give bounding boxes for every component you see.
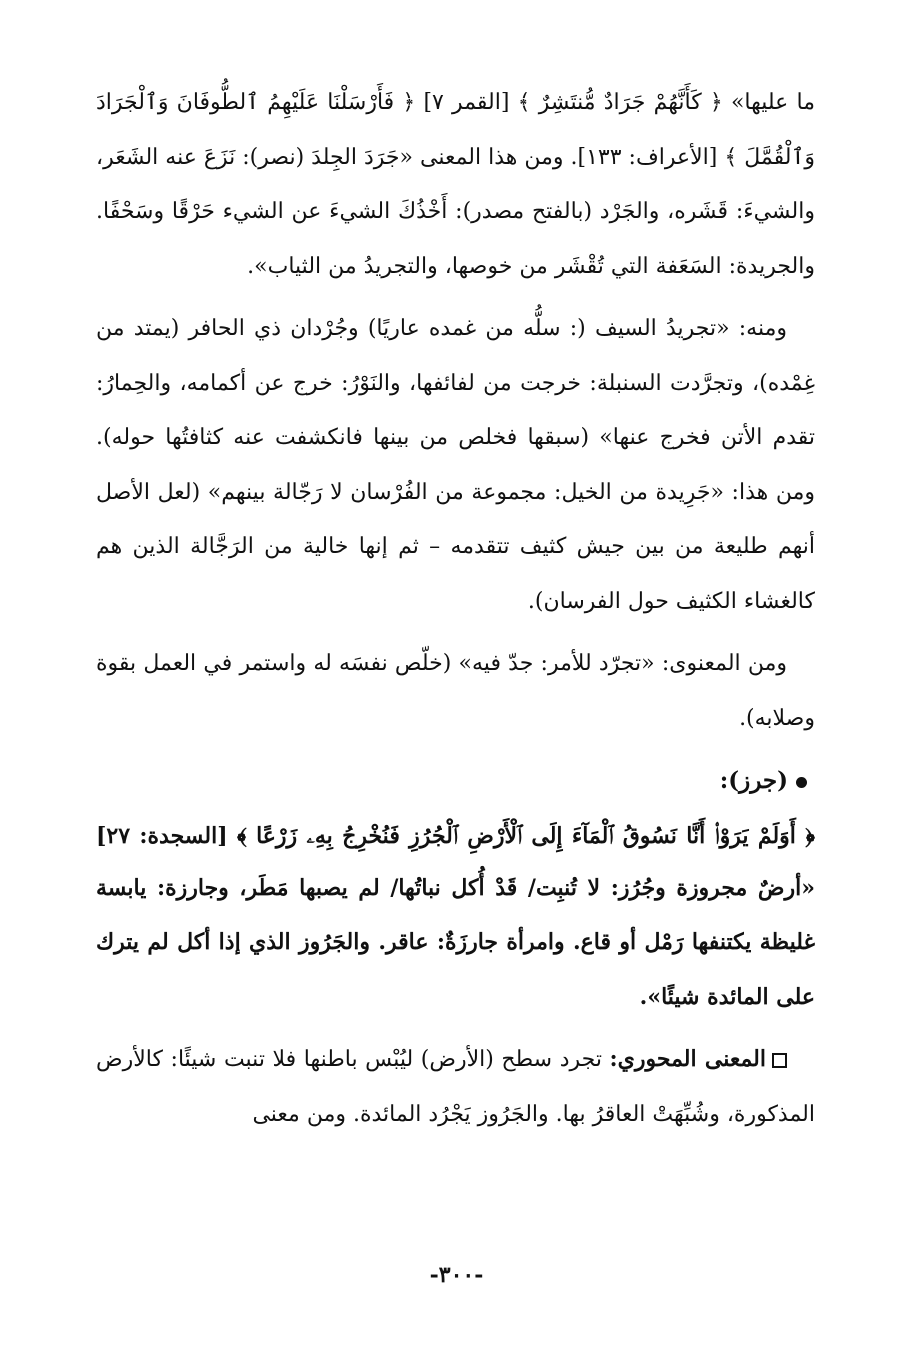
entry-heading-text: (جرز):: [719, 767, 788, 794]
page-number: -٣٠٠-: [429, 1262, 484, 1288]
paragraph-abstract-meaning: ومن المعنوى: «تجرّد للأمر: جدّ فيه» (خلّص نفسَه له واستمر في العمل بقوة وصلابه).: [96, 651, 815, 731]
bullet-dot-icon: [796, 777, 807, 788]
quran-verse: ﴿ أَوَلَمْ يَرَوْا۟ أَنَّا نَسُوقُ ٱلْمَآءَ إِلَى ٱلْأَرْضِ ٱلْجُرُزِ فَنُخْرِجُ بِهِۦ زَرْعًا ﴾ [السجدة: ٢٧]: [96, 822, 815, 849]
definition-paragraph: «أرضٌ مجروزة وجُرُز: لا تُنبِت/ قَدْ أُكل نباتُها/ لم يصبها مَطَر، وجارزة: يابسة غليظة يكتنفها رَمْل أو قاع. وامرأة جارزَةٌ: عاقر. والجَرُوز الذي إذا أكل لم يترك على المائدة شيئًا».: [96, 874, 815, 1010]
paragraph-tajrid-sword: ومنه: «تجريدُ السيف (: سلُّه من غمده عاريًا) وجُرْدان ذي الحافر (يمتد من غِمْده)، وتجرَّدت السنبلة: خرجت من لفائفها، والنَوْرُ: خرج عن أكمامه، والحِمارُ: تقدم الأتن فخرج عنها» (سبقها فخلص من بينها فانكشفت عنه كثافتُها حوله). ومن هذا: «جَرِيدة من الخيل: مجموعة من الفُرْسان لا رَجّالة بينهم» (لعل الأصل أنهم طليعة من بين جيش كثيف تتقدمه – ثم إنها خالية من الرَجَّالة الذين هم كالغشاء الكثيف حول الفرسان).: [96, 316, 815, 614]
core-meaning-label: المعنى المحوري:: [609, 1046, 766, 1072]
core-meaning-text: تجرد سطح (الأرض) ليُبْس باطنها فلا تنبت شيئًا: كالأرض المذكورة، وشُبِّهَتْ العاقرُ بها. والجَرُوز يَجْرُد المائدة. ومن معنى: [96, 1047, 815, 1127]
entry-heading: [96, 754, 815, 809]
paragraph-jarad-meaning: ما عليها» ﴿ كَأَنَّهُمْ جَرَادٌ مُّنتَشِرٌ ﴾ [القمر ٧] ﴿ فَأَرْسَلْنَا عَلَيْهِمُ ٱلطُّوفَانَ وَٱلْجَرَادَ وَٱلْقُمَّلَ ﴾ [الأعراف: ١٣٣]. ومن هذا المعنى «جَرَدَ الجِلدَ (نصر): نَزَعَ عنه الشَعَر، والشيءَ: قَشَره، والجَرْد (بالفتح مصدر): أَخْذُكَ الشيءَ عن الشيء حَرْقًا وسَحْفًا. والجريدة: السَعَفة التي تُقْشَر من خوصها، والتجريدُ من الثياب».: [96, 90, 815, 279]
checkbox-square-icon: [772, 1053, 787, 1068]
core-meaning-paragraph: [96, 1032, 815, 1142]
